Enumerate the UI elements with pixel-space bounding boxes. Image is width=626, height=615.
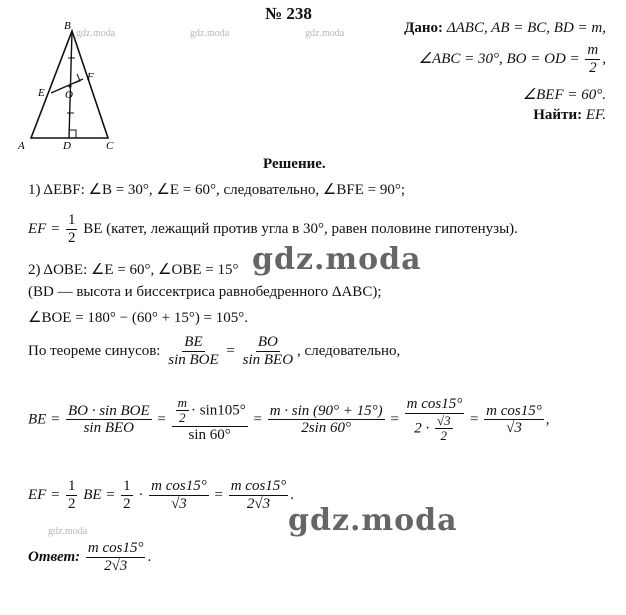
step1b-lhs: EF = xyxy=(28,220,61,237)
be-frac2-2: 2 xyxy=(179,410,186,426)
label-d: D xyxy=(63,140,71,152)
ef-frac2-num: m cos15° xyxy=(151,478,207,494)
given-text-1: ΔABC, AB = BC, BD = m, xyxy=(446,20,606,36)
given-line-3: ∠BEF = 60°. xyxy=(522,87,606,103)
given-frac-num: m xyxy=(587,42,599,58)
be-eq-3: = xyxy=(390,411,399,428)
be-frac1-num: BO · sin BOE xyxy=(67,402,150,419)
ef-frac3-num: m cos15° xyxy=(230,478,287,494)
be-frac4-root: √3 xyxy=(436,412,451,428)
watermark-big-2: gdz.moda xyxy=(288,503,458,538)
solution-step-1: 1) ΔEBF: ∠B = 30°, ∠E = 60°, следовательно, ∠BFE = 90°; xyxy=(28,182,406,198)
label-b: B xyxy=(64,20,71,32)
label-o: O xyxy=(65,89,73,101)
be-frac1-den: sin BEO xyxy=(83,420,134,437)
ef-end: . xyxy=(290,486,295,503)
be-frac4-root-den: 2 xyxy=(440,428,448,444)
solution-step-2: 2) ΔOBE: ∠E = 60°, ∠OBE = 15° xyxy=(28,262,239,278)
be-frac2-rest: · sin105° xyxy=(190,402,246,419)
step1b-num: 1 xyxy=(67,212,76,228)
be-frac5-den: √3 xyxy=(506,420,522,437)
label-c: C xyxy=(106,140,114,152)
be-frac4-num: m cos15° xyxy=(406,396,463,413)
triangle-figure xyxy=(15,18,135,153)
sines-num-2: BO xyxy=(257,334,278,350)
answer-num: m cos15° xyxy=(87,540,144,556)
ef-be: BE = xyxy=(83,486,116,503)
watermark-small-4: gdz.moda xyxy=(48,526,88,537)
be-eq-1: = xyxy=(157,411,166,428)
be-frac3-num: m · sin (90° + 15°) xyxy=(269,402,383,419)
right-angle-mark-d xyxy=(69,130,76,138)
answer-den: 2√3 xyxy=(104,557,128,574)
label-a: A xyxy=(18,140,25,152)
be-frac2-m: m xyxy=(177,395,187,410)
answer-line xyxy=(28,540,151,575)
sines-tail: , следовательно, xyxy=(297,342,401,359)
be-formula xyxy=(28,396,550,444)
sines-line xyxy=(28,334,400,369)
be-eq-2: = xyxy=(253,411,262,428)
ef-frac1-num: 1 xyxy=(123,478,131,494)
answer-end: . xyxy=(147,548,152,565)
be-frac4-den-a: 2 · xyxy=(414,420,430,437)
given-line-2: ∠ABC = 30°, BO = OD = $\frac{m}{2}$ , xyxy=(418,42,606,76)
given-label: Дано: xyxy=(404,20,444,36)
find-label: Найти: xyxy=(533,107,583,123)
find-line xyxy=(533,107,606,124)
right-angle-mark-f xyxy=(74,74,80,83)
ef-frac2-den: √3 xyxy=(171,495,187,512)
watermark-big-1: gdz.moda xyxy=(252,242,422,277)
ef-frac1-den: 2 xyxy=(123,495,131,512)
solution-step-2c: ∠BOE = 180° − (60° + 15°) = 105°. xyxy=(28,310,249,326)
given-line-1 xyxy=(404,20,606,37)
sines-num-1: BE xyxy=(184,334,203,350)
find-value: EF. xyxy=(585,107,606,123)
step1b-den: 2 xyxy=(67,229,76,246)
watermark-small-2: gdz.moda xyxy=(190,28,230,39)
point-o xyxy=(68,84,71,87)
ef-half-den: 2 xyxy=(67,495,76,512)
given-text-2: ∠ABC = 30°, BO = OD = xyxy=(418,50,580,67)
watermark-small-3: gdz.moda xyxy=(305,28,345,39)
sines-intro: По теореме синусов: xyxy=(28,342,161,359)
solution-step-2b: (BD — высота и биссектриса равнобедренного ΔABC); xyxy=(28,284,382,300)
solution-title: Решение. xyxy=(263,156,326,172)
answer-label: Ответ: xyxy=(28,548,81,565)
be-frac5-num: m cos15° xyxy=(486,402,542,419)
watermark-small-1: gdz.moda xyxy=(76,28,116,39)
ef-formula xyxy=(28,478,294,513)
sines-den-2: sin BEO xyxy=(242,351,294,368)
ef-lhs: EF = xyxy=(28,486,61,503)
ef-dot: · xyxy=(138,486,144,503)
ef-frac3-den: 2√3 xyxy=(246,495,271,512)
be-frac3-den: 2sin 60° xyxy=(301,420,352,437)
problem-number: № 238 xyxy=(265,4,312,23)
ef-half-num: 1 xyxy=(67,478,76,494)
sines-den-1: sin BOE xyxy=(168,351,219,368)
be-frac2-den: sin 60° xyxy=(188,427,231,444)
given-frac-den: 2 xyxy=(589,59,597,76)
be-end: , xyxy=(545,411,550,428)
ef-eq: = xyxy=(214,486,223,503)
be-lhs: BE = xyxy=(28,411,61,428)
label-f: F xyxy=(87,71,94,83)
sines-eq: = xyxy=(226,342,235,359)
be-eq-4: = xyxy=(469,411,479,428)
step1b-rest: BE (катет, лежащий против угла в 30°, равен половине гипотенузы). xyxy=(83,220,518,237)
label-e: E xyxy=(38,87,45,99)
